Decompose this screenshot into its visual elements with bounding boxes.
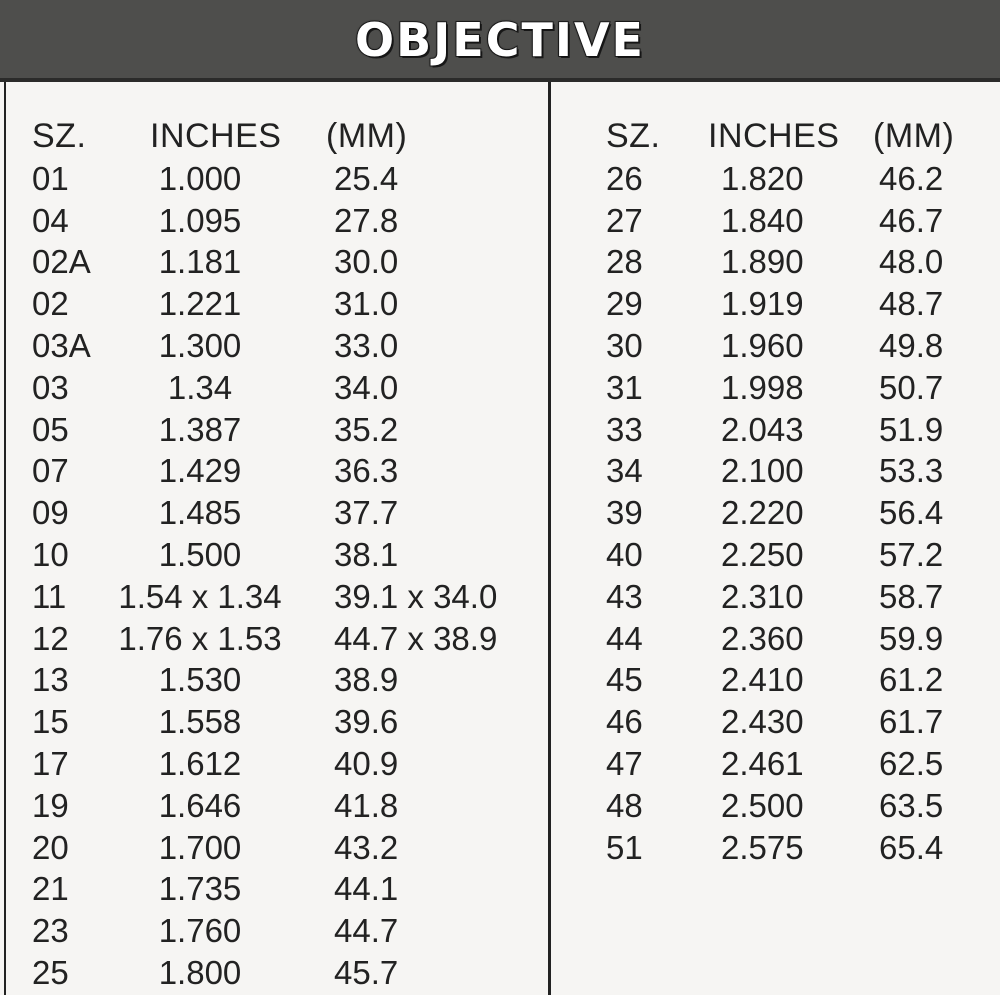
mm-cell: 48.0 [879,243,944,281]
size-column-header: SZ. [606,117,661,155]
size-cell: 29 [606,285,643,323]
table-row [551,492,1000,534]
table-row [551,576,1000,618]
inches-cell: 1.181 [158,243,242,281]
size-cell: 02A [32,243,91,281]
table-row [0,492,548,534]
mm-cell: 33.0 [334,326,399,364]
size-cell: 09 [32,494,69,532]
left-table-body [0,158,548,994]
table-row [0,827,548,869]
size-cell: 01 [32,159,69,197]
mm-cell: 65.4 [879,828,944,866]
table-row [0,701,548,743]
mm-cell: 34.0 [334,368,399,406]
size-cell: 15 [32,703,69,741]
table-row [551,827,1000,869]
inches-cell: 1.76 x 1.53 [118,619,282,657]
size-cell: 44 [606,619,643,657]
size-cell: 27 [606,201,643,239]
size-cell: 30 [606,326,643,364]
mm-cell: 61.7 [879,703,944,741]
mm-cell: 62.5 [879,744,944,782]
size-cell: 11 [32,577,67,615]
mm-cell: 39.6 [334,703,399,741]
size-cell: 23 [32,912,69,950]
inches-cell: 1.558 [158,703,242,741]
inches-cell: 2.575 [721,828,804,866]
size-cell: 21 [32,870,69,908]
mm-cell: 57.2 [879,535,944,573]
mm-cell: 38.9 [334,661,399,699]
inches-cell: 1.612 [158,744,242,782]
inches-cell: 1.760 [158,912,242,950]
size-cell: 10 [32,535,69,573]
table-row [551,325,1000,367]
mm-cell: 37.7 [334,494,399,532]
table-row [0,450,548,492]
mm-cell: 43.2 [334,828,399,866]
size-cell: 17 [32,744,69,782]
table-row [0,158,548,200]
size-cell: 07 [32,452,69,490]
size-cell: 47 [606,744,643,782]
mm-cell: 56.4 [879,494,944,532]
inches-cell: 2.100 [721,452,804,490]
inches-cell: 1.700 [158,828,242,866]
size-cell: 48 [606,786,643,824]
mm-cell: 40.9 [334,744,399,782]
table-row [551,367,1000,409]
mm-cell: 46.2 [879,159,944,197]
inches-cell: 2.043 [721,410,804,448]
size-cell: 02 [32,285,69,323]
mm-cell: 30.0 [334,243,399,281]
mm-column-header: (MM) [326,117,408,155]
inches-column-header: INCHES [150,117,282,155]
mm-cell: 49.8 [879,326,944,364]
table-row [0,910,548,952]
inches-cell: 1.387 [158,410,242,448]
size-cell: 25 [32,953,69,991]
inches-cell: 1.485 [158,494,242,532]
size-cell: 20 [32,828,69,866]
size-column-header: SZ. [32,117,87,155]
inches-cell: 1.890 [721,243,804,281]
inches-cell: 1.095 [158,201,242,239]
right-size-table [551,116,1000,868]
size-cell: 31 [606,368,643,406]
inches-column-header: INCHES [708,117,840,155]
table-row [0,785,548,827]
table-row [0,409,548,451]
inches-cell: 2.360 [721,619,804,657]
mm-cell: 41.8 [334,786,399,824]
inches-cell: 1.221 [158,285,242,323]
table-row [551,618,1000,660]
table-row [0,283,548,325]
inches-cell: 1.429 [158,452,242,490]
inches-cell: 1.800 [158,953,242,991]
inches-cell: 1.919 [721,285,804,323]
mm-cell: 39.1 x 34.0 [334,577,498,615]
table-row [551,534,1000,576]
inches-cell: 1.840 [721,201,804,239]
table-row [0,241,548,283]
mm-cell: 58.7 [879,577,944,615]
inches-cell: 2.430 [721,703,804,741]
mm-cell: 46.7 [879,201,944,239]
table-header [551,116,1000,158]
inches-cell: 2.410 [721,661,804,699]
size-cell: 13 [32,661,69,699]
table-header [0,116,548,158]
table-row [0,618,548,660]
mm-cell: 44.7 [334,912,399,950]
mm-cell: 61.2 [879,661,944,699]
size-cell: 03 [32,368,69,406]
table-row [551,241,1000,283]
right-table-body [551,158,1000,869]
size-cell: 33 [606,410,643,448]
table-row [0,659,548,701]
table-row [551,409,1000,451]
mm-cell: 25.4 [334,159,399,197]
table-row [0,576,548,618]
left-size-table [0,116,548,994]
inches-cell: 1.646 [158,786,242,824]
size-cell: 45 [606,661,643,699]
table-row [0,367,548,409]
table-row [551,659,1000,701]
size-cell: 43 [606,577,643,615]
page-title: OBJECTIVE [355,13,645,67]
inches-cell: 2.310 [721,577,804,615]
mm-cell: 63.5 [879,786,944,824]
inches-cell: 1.300 [158,326,242,364]
mm-column-header: (MM) [873,117,955,155]
inches-cell: 1.820 [721,159,804,197]
mm-cell: 31.0 [334,285,399,323]
table-row [551,158,1000,200]
mm-cell: 27.8 [334,201,399,239]
table-row [551,200,1000,242]
inches-cell: 1.735 [158,870,242,908]
mm-cell: 44.1 [334,870,399,908]
size-cell: 26 [606,159,643,197]
inches-cell: 1.998 [721,368,804,406]
mm-cell: 44.7 x 38.9 [334,619,498,657]
table-row [0,200,548,242]
size-cell: 03A [32,326,91,364]
size-cell: 39 [606,494,643,532]
table-row [551,701,1000,743]
size-cell: 04 [32,201,69,239]
inches-cell: 1.000 [158,159,242,197]
inches-cell: 2.461 [721,744,804,782]
table-row [0,952,548,994]
mm-cell: 51.9 [879,410,944,448]
mm-cell: 50.7 [879,368,944,406]
mm-cell: 35.2 [334,410,399,448]
table-row [551,785,1000,827]
size-cell: 34 [606,452,643,490]
inches-cell: 2.250 [721,535,804,573]
table-row [0,534,548,576]
size-cell: 05 [32,410,69,448]
mm-cell: 38.1 [334,535,399,573]
size-cell: 40 [606,535,643,573]
inches-cell: 1.54 x 1.34 [118,577,282,615]
table-row [0,325,548,367]
size-cell: 12 [32,619,69,657]
table-row [551,283,1000,325]
size-cell: 46 [606,703,643,741]
mm-cell: 45.7 [334,953,399,991]
inches-cell: 1.500 [158,535,242,573]
mm-cell: 36.3 [334,452,399,490]
mm-cell: 53.3 [879,452,944,490]
table-row [551,450,1000,492]
table-row [551,743,1000,785]
table-row [0,868,548,910]
table-row [0,743,548,785]
inches-cell: 1.960 [721,326,804,364]
inches-cell: 2.500 [721,786,804,824]
inches-cell: 2.220 [721,494,804,532]
size-cell: 28 [606,243,643,281]
size-cell: 51 [606,828,643,866]
mm-cell: 59.9 [879,619,944,657]
title-banner [0,0,1000,82]
mm-cell: 48.7 [879,285,944,323]
size-cell: 19 [32,786,69,824]
inches-cell: 1.530 [158,661,242,699]
inches-cell: 1.34 [167,368,233,406]
